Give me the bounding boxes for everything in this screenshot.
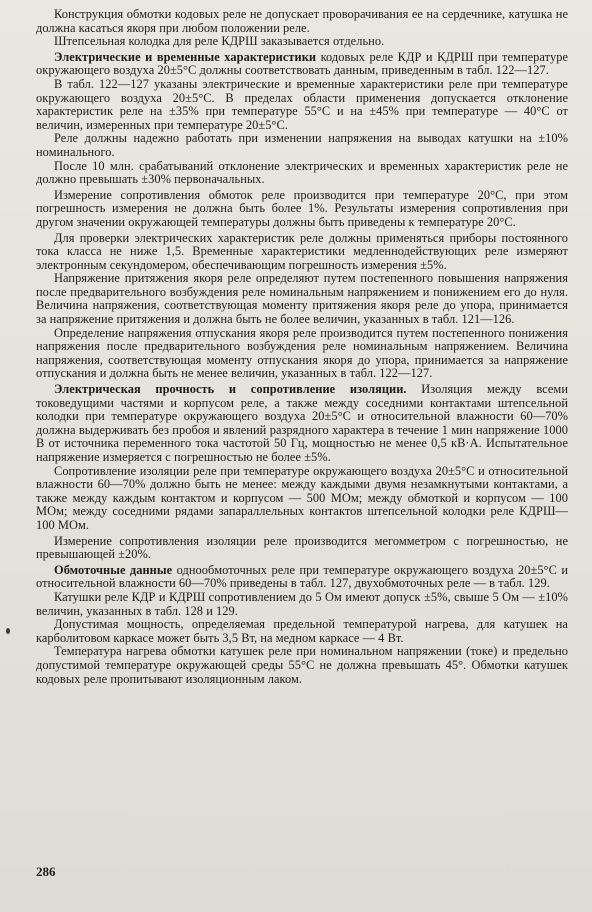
paragraph: После 10 млн. срабатываний отклонение электрических и временных характеристик реле не должно превышать ±30% первоначальных. [36,158,568,187]
section-heading: Электрическая прочность и сопротивление изоляции. [54,382,407,397]
paragraph: Катушки реле КДР и КДРШ сопротивлением до 5 Ом имеют допуск ±5%, свыше 5 Ом — ±10% величин, указанных в табл. 128 и 129. [36,589,568,618]
paragraph: Реле должны надежно работать при изменении напряжения на выводах катушки на ±10% номинального. [36,131,568,159]
paragraph: Конструкция обмотки кодовых реле не допускает проворачивания ее на сердечнике, катушка не должна касаться якоря при любом положении реле. [36,7,568,35]
paragraph: Электрическая прочность и сопротивление изоляции. Изоляция между всеми токоведущими частями и корпусом реле, а также между соседними контактами штепсельной колодки при температуре окружающего воздуха 20±5°С и относительной влажности 60—70% должна выдерживать без пробоя и явлений разрядного характера в течение 1 мин напряжение 1000 В от источника переменного тока частотой 50 Гц, мощностью не менее 0,5 кВ·А. Испытательное напряжение измеряется с погрешностью не более ±5%. [36,382,569,464]
text-body [36,8,568,686]
section-heading: Электрические и временные характеристики [54,49,317,64]
paragraph: Штепсельная колодка для реле КДРШ заказывается отдельно. [54,34,385,49]
paragraph: Для проверки электрических характеристик реле должны применяться приборы постоянного тока класса не ниже 1,5. Временные характеристики медленнодействующих реле измеряют электронным секундомером, обеспечивающим погрешность измерения ±5%. [36,230,568,272]
paragraph: Сопротивление изоляции реле при температуре окружающего воздуха 20±5°С и относительной влажности 60—70% должно быть не менее: между каждыми двумя незамкнутыми контактами, а также между каждым контактом и корпусом — 500 МОм; между обмоткой и корпусом — 100 МОм; между соседними рядами запараллельных контактов штепсельной колодки реле КДРШ— 100 МОм. [36,463,568,532]
paragraph: Допустимая мощность, определяемая предельной температурой нагрева, для катушек на карболитовом каркасе может быть 3,5 Вт, на медном каркасе — 4 Вт. [36,617,568,645]
paragraph: В табл. 122—127 указаны электрические и временные характеристики реле при температуре окружающего воздуха 20±5°С. В пределах области применения допускается отклонение характеристик реле на ±35% при температуре 55°С и на ±45% при температуре — 40°С от величин, измеренных при температуре 20±5°С. [36,76,568,132]
section-heading: Обмоточные данные [54,562,173,577]
paragraph: Определение напряжения отпускания якоря реле производится путем постепенного понижения напряжения после предварительного возбуждения реле номинальным напряжением. Величина напряжения, соответствующая моменту отпускания якоря до упора, принимается за напряжение отпускания и должна быть не менее величин, указанных в табл. 122—127. [36,325,568,381]
paragraph: Обмоточные данные однообмоточных реле при температуре окружающего воздуха 20±5°С и относительной влажности 60—70% приведены в табл. 127, двухобмоточных реле — в табл. 129. [36,562,569,591]
paragraph: Напряжение притяжения якоря реле определяют путем постепенного повышения напряжения после предварительного возбуждения реле номинальным напряжением и понижением его до нуля. Величина напряжения, соответствующая моменту притяжения якоря реле до упора, принимается за напряжение притяжения и должна быть не более величин, указанных в табл. 121—126. [36,271,568,327]
print-speck [6,628,10,634]
paragraph: Измерение сопротивления изоляции реле производится мегомметром с погрешностью, не превышающей ±20%. [36,533,568,562]
page-number: 286 [36,864,56,879]
paragraph: Электрические и временные характеристики кодовых реле КДР и КДРШ при температуре окружающего воздуха 20±5°С должны соответствовать данным, приведенным в табл. 122—127. [36,49,568,78]
paragraph: Измерение сопротивления обмоток реле производится при температуре 20°С, при этом погрешность измерения не должна быть более 1%. Результаты измерения сопротивления при другом значении окружающей температуры должны быть приведены к температуре 20°С. [36,187,568,229]
paragraph: Температура нагрева обмотки катушек реле при номинальном напряжении (токе) и предельно допустимой температуре окружающей среды 55°С не должна превышать 45°. Обмотки катушек кодовых реле пропитывают изоляционным лаком. [36,644,568,686]
